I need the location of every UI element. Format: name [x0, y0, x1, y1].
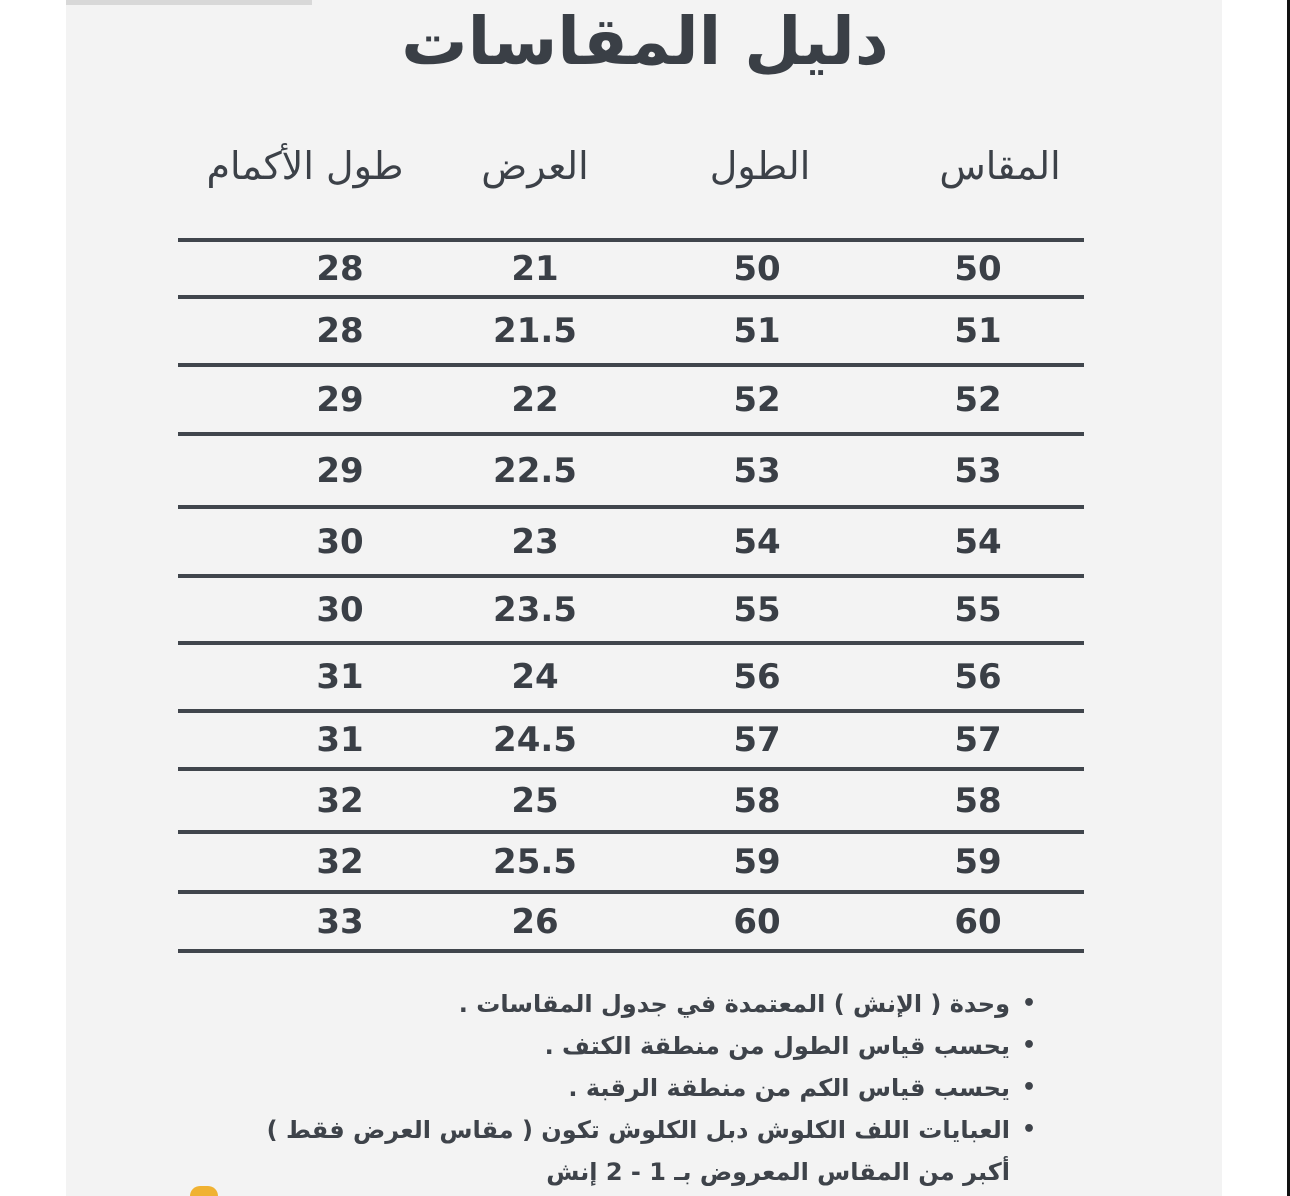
cell-width: 25.5 [493, 842, 577, 882]
cell-sleeve: 29 [316, 450, 364, 491]
cell-size: 59 [954, 842, 1002, 882]
top-strip [66, 0, 312, 5]
cell-width: 22.5 [493, 450, 577, 491]
cell-width: 21.5 [493, 311, 577, 351]
cell-length: 54 [733, 521, 781, 562]
table-rule [178, 432, 1084, 436]
table-rule [178, 641, 1084, 645]
note-item [220, 1110, 1040, 1150]
cell-sleeve: 31 [316, 657, 364, 697]
cell-length: 52 [733, 379, 781, 420]
cell-width: 26 [511, 901, 559, 942]
cell-size: 52 [954, 379, 1002, 420]
table-rule [178, 890, 1084, 894]
cell-width: 22 [511, 379, 559, 420]
cell-width: 21 [511, 248, 559, 289]
cell-size: 53 [954, 450, 1002, 491]
header-size: المقاس [939, 144, 1061, 188]
bullet-icon: • [1021, 1075, 1036, 1100]
table-rule [178, 295, 1084, 299]
cell-sleeve: 33 [316, 901, 364, 942]
cell-length: 60 [733, 901, 781, 942]
cell-size: 60 [954, 901, 1002, 942]
cell-sleeve: 32 [316, 780, 364, 821]
table-header [0, 138, 1290, 194]
header-width: العرض [481, 144, 589, 188]
cell-length: 58 [733, 780, 781, 821]
cell-length: 59 [733, 842, 781, 882]
note-text: وحدة ( الإنش ) المعتمدة في جدول المقاسات . [458, 990, 1010, 1018]
cell-length: 51 [733, 311, 781, 351]
note-item [220, 1068, 1040, 1108]
cell-size: 58 [954, 780, 1002, 821]
cell-width: 25 [511, 780, 559, 821]
table-rule [178, 767, 1084, 771]
cell-size: 51 [954, 311, 1002, 351]
cell-length: 56 [733, 657, 781, 697]
header-length: الطول [709, 144, 811, 188]
logo-mark [190, 1186, 218, 1196]
cell-length: 50 [733, 248, 781, 289]
note-item [220, 984, 1040, 1024]
note-text: يحسب قياس الطول من منطقة الكتف . [544, 1032, 1010, 1060]
cell-sleeve: 30 [316, 589, 364, 630]
bullet-icon: • [1021, 991, 1036, 1016]
cell-size: 55 [954, 589, 1002, 630]
cell-sleeve: 29 [316, 379, 364, 420]
table-rule [178, 505, 1084, 509]
cell-width: 23 [511, 521, 559, 562]
note-text: العبايات اللف الكلوش دبل الكلوش تكون ( مقاس العرض فقط ) [266, 1116, 1010, 1144]
page-title: دليل المقاسات [401, 3, 889, 80]
cell-sleeve: 32 [316, 842, 364, 882]
cell-width: 24.5 [493, 720, 577, 760]
note-continuation: أكبر من المقاس المعروض بـ 1 - 2 إنش [546, 1158, 1010, 1186]
bullet-icon: • [1021, 1117, 1036, 1142]
table-rule [178, 709, 1084, 713]
notes-list [220, 984, 1040, 1192]
cell-size: 50 [954, 248, 1002, 289]
cell-sleeve: 28 [316, 311, 364, 351]
cell-sleeve: 31 [316, 720, 364, 760]
cell-size: 57 [954, 720, 1002, 760]
cell-sleeve: 30 [316, 521, 364, 562]
cell-sleeve: 28 [316, 248, 364, 289]
header-sleeve: طول الأكمام [206, 144, 404, 188]
cell-length: 55 [733, 589, 781, 630]
note-item [220, 1026, 1040, 1066]
note-text: يحسب قياس الكم من منطقة الرقبة . [568, 1074, 1010, 1102]
table-rule [178, 830, 1084, 834]
table-rule [178, 363, 1084, 367]
table-rule [178, 238, 1084, 242]
cell-size: 54 [954, 521, 1002, 562]
table-rule [178, 949, 1084, 953]
cell-width: 24 [511, 657, 559, 697]
table-rule [178, 574, 1084, 578]
cell-size: 56 [954, 657, 1002, 697]
cell-length: 57 [733, 720, 781, 760]
cell-length: 53 [733, 450, 781, 491]
cell-width: 23.5 [493, 589, 577, 630]
bullet-icon: • [1021, 1033, 1036, 1058]
